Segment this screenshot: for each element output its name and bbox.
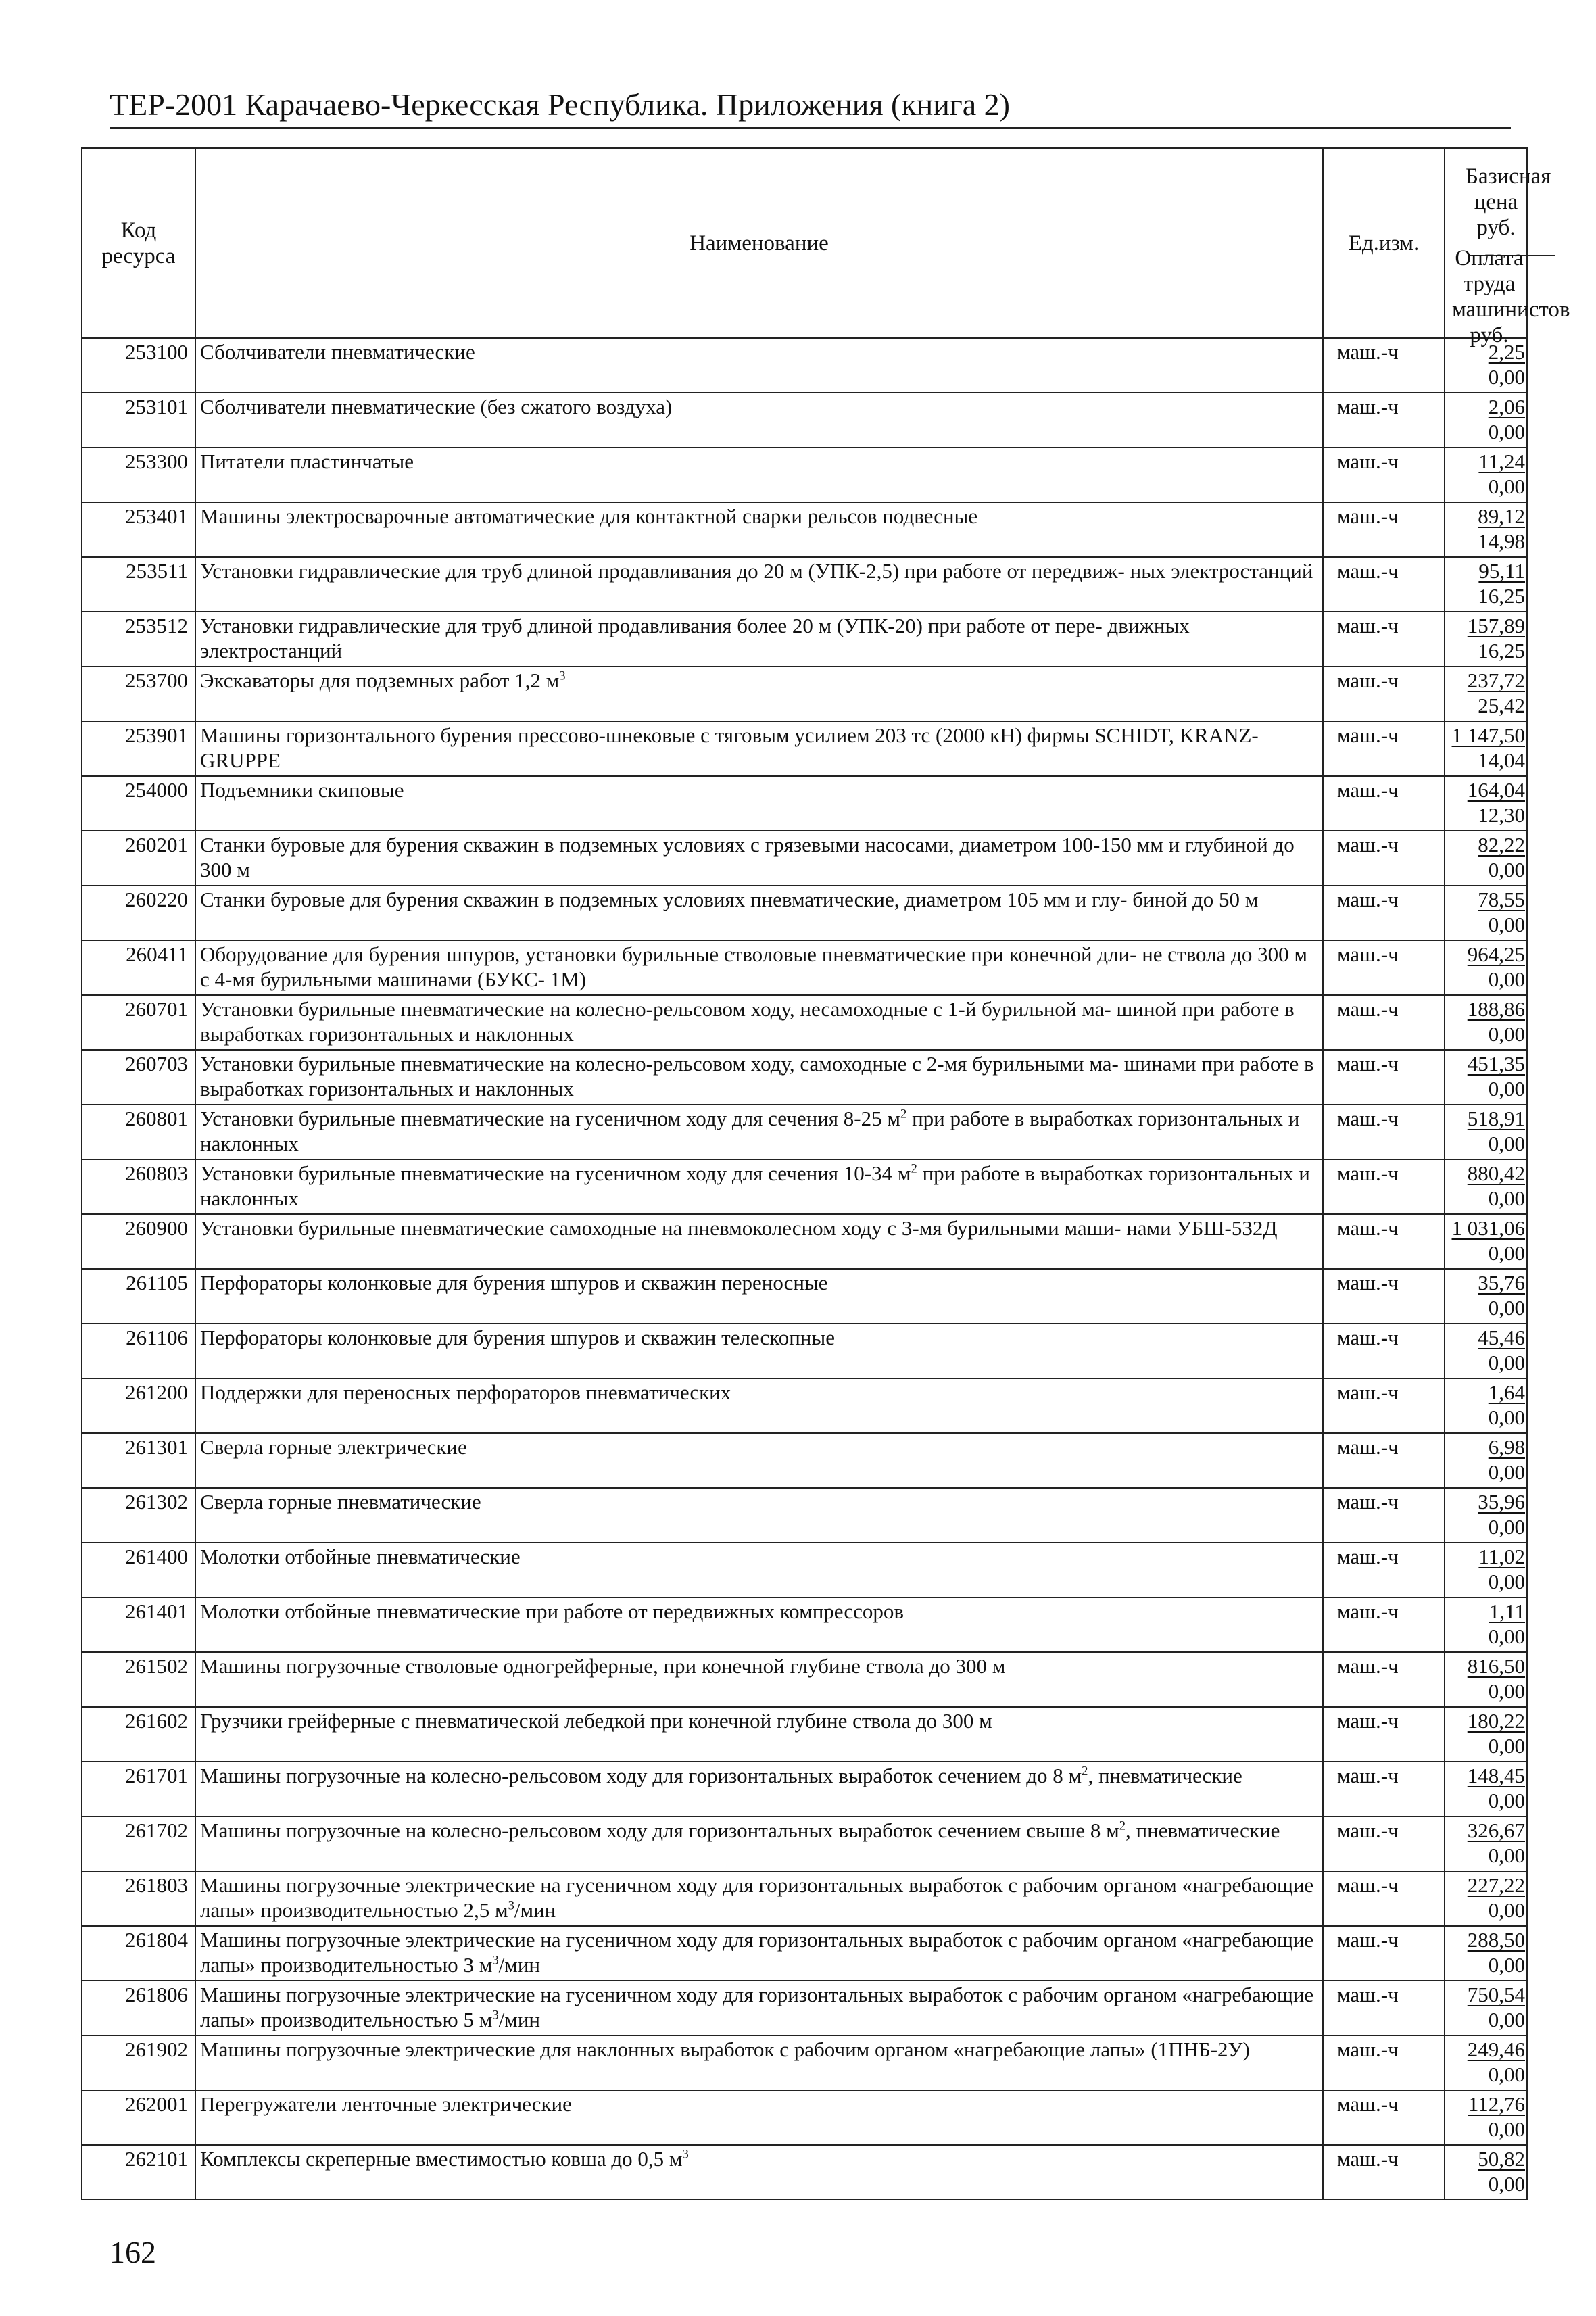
name-superscript: 3 (559, 669, 566, 683)
base-price: 180,22 (1467, 1709, 1525, 1733)
base-price: 188,86 (1467, 997, 1525, 1021)
name-text: Машины погрузочные электрические для наклонных выработок с рабочим органом «нагребающие лапы» (1ПНБ-2У) (200, 2037, 1250, 2061)
cell-price (1445, 1324, 1527, 1378)
name-text: Молотки отбойные пневматические при работе от передвижных компрессоров (200, 1599, 904, 1623)
name-superscript: 3 (508, 1898, 514, 1913)
table-row (82, 1433, 1527, 1488)
labor-price: 0,00 (1488, 1515, 1525, 1539)
cell-name (195, 831, 1323, 886)
table-row (82, 1105, 1527, 1159)
cell-unit: маш.-ч (1323, 886, 1445, 940)
cell-code: 260220 (82, 886, 195, 940)
cell-unit: маш.-ч (1323, 448, 1445, 502)
cell-unit: маш.-ч (1323, 1050, 1445, 1105)
name-text: Машины погрузочные электрические на гусеничном ходу для горизонтальных выработок с рабочим органом «нагребающие лапы» производительностью 3 м (200, 1928, 1314, 1977)
cell-price (1445, 667, 1527, 721)
cell-name (195, 776, 1323, 831)
cell-code: 260801 (82, 1105, 195, 1159)
cell-unit: маш.-ч (1323, 995, 1445, 1050)
cell-name (195, 502, 1323, 557)
table-row (82, 557, 1527, 612)
cell-price (1445, 2035, 1527, 2090)
table-row (82, 448, 1527, 502)
labor-price: 0,00 (1488, 2117, 1525, 2141)
base-price: 451,35 (1467, 1052, 1525, 1076)
cell-price (1445, 557, 1527, 612)
table-row (82, 1926, 1527, 1981)
labor-price: 0,00 (1488, 2062, 1525, 2086)
table-row (82, 1050, 1527, 1105)
labor-price: 0,00 (1488, 858, 1525, 882)
labor-price: 0,00 (1488, 475, 1525, 498)
labor-price: 0,00 (1488, 1022, 1525, 1046)
name-tail: , пневматические (1088, 1764, 1242, 1787)
cell-code: 261106 (82, 1324, 195, 1378)
page-number: 162 (110, 2235, 156, 2269)
base-price: 50,82 (1478, 2147, 1525, 2171)
cell-code: 261302 (82, 1488, 195, 1543)
name-text: Машины погрузочные электрические на гусеничном ходу для горизонтальных выработок с рабочим органом «нагребающие лапы» производительностью 5 м (200, 1983, 1314, 2031)
cell-code: 261803 (82, 1871, 195, 1926)
base-price: 78,55 (1478, 888, 1525, 911)
table-row (82, 721, 1527, 776)
cell-unit: маш.-ч (1323, 1707, 1445, 1762)
cell-name (195, 1324, 1323, 1378)
name-text: Установки бурильные пневматические самоходные на пневмоколесном ходу с 3-мя бурильными маши- нами УБШ-532Д (200, 1216, 1278, 1240)
cell-name (195, 1981, 1323, 2035)
name-text: Перфораторы колонковые для бурения шпуров и скважин переносные (200, 1271, 828, 1295)
cell-name (195, 1543, 1323, 1597)
name-text: Машины погрузочные стволовые одногрейферные, при конечной глубине ствола до 300 м (200, 1654, 1006, 1678)
page-header: ТЕР-2001 Карачаево-Черкесская Республика. Приложения (книга 2) (110, 87, 1011, 122)
labor-price: 0,00 (1488, 1296, 1525, 1320)
labor-price: 14,04 (1478, 748, 1525, 772)
labor-price: 0,00 (1488, 1843, 1525, 1867)
cell-name (195, 448, 1323, 502)
name-text: Грузчики грейферные с пневматической лебедкой при конечной глубине ствола до 300 м (200, 1709, 992, 1733)
cell-name (195, 612, 1323, 667)
name-text: Оборудование для бурения шпуров, установки бурильные стволовые пневматические при конечной дли- не ствола до 300 м с 4-мя бурильными машинами (БУКС- 1М) (200, 942, 1307, 991)
table-row (82, 667, 1527, 721)
name-tail: /мин (498, 1953, 541, 1977)
cell-name (195, 667, 1323, 721)
cell-price (1445, 612, 1527, 667)
name-text: Станки буровые для бурения скважин в подземных условиях с грязевыми насосами, диаметром 100-150 мм и глубиной до 300 м (200, 833, 1295, 882)
cell-unit: маш.-ч (1323, 2090, 1445, 2145)
cell-unit: маш.-ч (1323, 1816, 1445, 1871)
cell-code: 260701 (82, 995, 195, 1050)
cell-name (195, 1597, 1323, 1652)
table-row (82, 1378, 1527, 1433)
name-text: Перегружатели ленточные электрические (200, 2092, 572, 2116)
name-superscript: 3 (492, 1953, 499, 1968)
name-text: Поддержки для переносных перфораторов пневматических (200, 1380, 731, 1404)
cell-name (195, 1762, 1323, 1816)
base-price: 6,98 (1488, 1435, 1525, 1459)
table-row (82, 1816, 1527, 1871)
cell-code: 253700 (82, 667, 195, 721)
table-row (82, 1214, 1527, 1269)
header-price (1445, 148, 1570, 347)
name-superscript: 3 (682, 2147, 689, 2162)
name-text: Машины электросварочные автоматические для контактной сварки рельсов подвесные (200, 504, 978, 528)
cell-unit: маш.-ч (1323, 776, 1445, 831)
cell-unit: маш.-ч (1323, 502, 1445, 557)
labor-price: 0,00 (1488, 1405, 1525, 1429)
labor-price: 0,00 (1488, 2008, 1525, 2031)
cell-code: 254000 (82, 776, 195, 831)
base-price: 2,25 (1488, 340, 1525, 364)
name-text: Установки бурильные пневматические на колесно-рельсовом ходу, несамоходные с 1-й бурильной ма- шиной при работе в выработках горизонтальных и наклонных (200, 997, 1295, 1046)
cell-code: 253511 (82, 557, 195, 612)
cell-code: 261804 (82, 1926, 195, 1981)
cell-unit: маш.-ч (1323, 1652, 1445, 1707)
name-superscript: 3 (492, 2008, 499, 2023)
cell-price (1445, 886, 1527, 940)
cell-code: 261400 (82, 1543, 195, 1597)
base-price: 249,46 (1467, 2037, 1525, 2061)
labor-price: 0,00 (1488, 1460, 1525, 1484)
cell-unit: маш.-ч (1323, 1488, 1445, 1543)
base-price: 11,24 (1478, 450, 1525, 473)
cell-name (195, 1378, 1323, 1433)
table-row (82, 1652, 1527, 1707)
table-row (82, 2090, 1527, 2145)
cell-name (195, 1488, 1323, 1543)
name-tail: /мин (498, 2008, 541, 2031)
cell-unit: маш.-ч (1323, 612, 1445, 667)
cell-unit: маш.-ч (1323, 1597, 1445, 1652)
cell-code: 253101 (82, 393, 195, 448)
base-price: 1 031,06 (1451, 1216, 1525, 1240)
cell-name (195, 1050, 1323, 1105)
cell-price (1445, 1214, 1527, 1269)
cell-name (195, 338, 1323, 393)
base-price: 518,91 (1467, 1107, 1525, 1130)
cell-name (195, 995, 1323, 1050)
name-text: Перфораторы колонковые для бурения шпуров и скважин телескопные (200, 1326, 835, 1349)
cell-unit: маш.-ч (1323, 1105, 1445, 1159)
table-row (82, 2145, 1527, 2200)
cell-code: 253512 (82, 612, 195, 667)
labor-price: 16,25 (1478, 584, 1525, 608)
base-price: 227,22 (1467, 1873, 1525, 1897)
cell-price (1445, 940, 1527, 995)
cell-code: 261806 (82, 1981, 195, 2035)
base-price: 95,11 (1478, 559, 1525, 583)
cell-code: 260803 (82, 1159, 195, 1214)
cell-unit: маш.-ч (1323, 831, 1445, 886)
cell-unit: маш.-ч (1323, 393, 1445, 448)
cell-unit: маш.-ч (1323, 721, 1445, 776)
name-text: Машины погрузочные электрические на гусеничном ходу для горизонтальных выработок с рабочим органом «нагребающие лапы» производительностью 2,5 м (200, 1873, 1314, 1922)
cell-price (1445, 1378, 1527, 1433)
labor-price: 0,00 (1488, 1077, 1525, 1101)
base-price: 35,96 (1478, 1490, 1525, 1514)
base-price: 816,50 (1467, 1654, 1525, 1678)
cell-price (1445, 2090, 1527, 2145)
cell-code: 261902 (82, 2035, 195, 2090)
name-text: Установки бурильные пневматические на колесно-рельсовом ходу, самоходные с 2-мя бурильными ма- шинами при работе в выработках горизонтальных и наклонных (200, 1052, 1314, 1101)
base-price: 237,72 (1467, 669, 1525, 692)
base-price: 157,89 (1467, 614, 1525, 637)
cell-code: 261401 (82, 1597, 195, 1652)
cell-unit: маш.-ч (1323, 338, 1445, 393)
cell-code: 262101 (82, 2145, 195, 2200)
name-text: Молотки отбойные пневматические (200, 1545, 521, 1568)
cell-price (1445, 1652, 1527, 1707)
labor-price: 16,25 (1478, 639, 1525, 662)
cell-unit: маш.-ч (1323, 1926, 1445, 1981)
base-price: 35,76 (1478, 1271, 1525, 1295)
name-superscript: 2 (911, 1161, 917, 1176)
cell-code: 261502 (82, 1652, 195, 1707)
name-tail: при работе в выработках горизонтальных и наклонных (200, 1107, 1300, 1155)
cell-unit: маш.-ч (1323, 1433, 1445, 1488)
cell-unit: маш.-ч (1323, 1159, 1445, 1214)
cell-code: 261301 (82, 1433, 195, 1488)
cell-code: 261702 (82, 1816, 195, 1871)
base-price: 750,54 (1467, 1983, 1525, 2006)
base-price: 2,06 (1488, 395, 1525, 418)
cell-price (1445, 1050, 1527, 1105)
base-price: 1,64 (1488, 1380, 1525, 1404)
name-text: Машины погрузочные на колесно-рельсовом ходу для горизонтальных выработок сечением свыше 8 м (200, 1818, 1119, 1842)
base-price: 89,12 (1478, 504, 1525, 528)
name-text: Сболчиватели пневматические (200, 340, 475, 364)
cell-name (195, 1871, 1323, 1926)
base-price: 82,22 (1478, 833, 1525, 857)
name-text: Сболчиватели пневматические (без сжатого воздуха) (200, 395, 673, 418)
name-tail: , пневматические (1126, 1818, 1280, 1842)
header-code: Код ресурса (82, 148, 195, 338)
base-price: 164,04 (1467, 778, 1525, 802)
base-price: 880,42 (1467, 1161, 1525, 1185)
table-row (82, 995, 1527, 1050)
cell-price (1445, 1816, 1527, 1871)
cell-name (195, 1926, 1323, 1981)
cell-code: 260411 (82, 940, 195, 995)
table-row (82, 940, 1527, 995)
header-rule (110, 127, 1511, 129)
name-text: Машины погрузочные на колесно-рельсовом ходу для горизонтальных выработок сечением до 8 м (200, 1764, 1082, 1787)
base-price: 326,67 (1467, 1818, 1525, 1842)
table-row (82, 2035, 1527, 2090)
labor-price: 12,30 (1478, 803, 1525, 827)
cell-name (195, 886, 1323, 940)
table-row (82, 1707, 1527, 1762)
name-text: Экскаваторы для подземных работ 1,2 м (200, 669, 560, 692)
name-text: Установки бурильные пневматические на гусеничном ходу для сечения 10-34 м (200, 1161, 911, 1185)
cell-unit: маш.-ч (1323, 2145, 1445, 2200)
cell-code: 261701 (82, 1762, 195, 1816)
table-header-row (82, 148, 1527, 338)
cell-unit: маш.-ч (1323, 1871, 1445, 1926)
cell-code: 253401 (82, 502, 195, 557)
cell-name (195, 2035, 1323, 2090)
cell-price (1445, 2145, 1527, 2200)
cell-price (1445, 1762, 1527, 1816)
table-row (82, 1159, 1527, 1214)
cell-price (1445, 1597, 1527, 1652)
cell-name (195, 721, 1323, 776)
labor-price: 0,00 (1488, 1132, 1525, 1155)
cell-name (195, 1214, 1323, 1269)
cell-price (1445, 995, 1527, 1050)
labor-price: 0,00 (1488, 1679, 1525, 1703)
cell-name (195, 1159, 1323, 1214)
name-text: Сверла горные электрические (200, 1435, 467, 1459)
cell-code: 261602 (82, 1707, 195, 1762)
labor-price: 0,00 (1488, 420, 1525, 443)
name-text: Установки гидравлические для труб длиной продавливания более 20 м (УПК-20) при работе от пере- движных электростанций (200, 614, 1190, 662)
cell-code: 260201 (82, 831, 195, 886)
cell-price (1445, 1707, 1527, 1762)
name-text: Машины горизонтального бурения прессово-шнековые с тяговым усилием 203 тс (2000 кН) фирмы SCHIDT, KRANZ-GRUPPE (200, 723, 1259, 772)
table-row (82, 1324, 1527, 1378)
cell-name (195, 1816, 1323, 1871)
cell-price (1445, 1269, 1527, 1324)
cell-price (1445, 448, 1527, 502)
cell-price (1445, 1105, 1527, 1159)
cell-unit: маш.-ч (1323, 1324, 1445, 1378)
cell-unit: маш.-ч (1323, 1762, 1445, 1816)
cell-unit: маш.-ч (1323, 557, 1445, 612)
table-row (82, 393, 1527, 448)
name-superscript: 2 (1082, 1764, 1088, 1779)
cell-price (1445, 776, 1527, 831)
table-row (82, 1762, 1527, 1816)
header-name: Наименование (195, 148, 1323, 338)
table-row (82, 831, 1527, 886)
cell-unit: маш.-ч (1323, 940, 1445, 995)
name-text: Установки бурильные пневматические на гусеничном ходу для сечения 8-25 м (200, 1107, 901, 1130)
table-row (82, 338, 1527, 393)
name-text: Комплексы скреперные вместимостью ковша до 0,5 м (200, 2147, 683, 2171)
base-price: 288,50 (1467, 1928, 1525, 1952)
cell-name (195, 393, 1323, 448)
labor-price: 0,00 (1488, 1898, 1525, 1922)
cell-code: 261105 (82, 1269, 195, 1324)
cell-price (1445, 1981, 1527, 2035)
cell-name (195, 1105, 1323, 1159)
cell-name (195, 1269, 1323, 1324)
base-price: 11,02 (1478, 1545, 1525, 1568)
name-text: Питатели пластинчатые (200, 450, 414, 473)
labor-price: 14,98 (1478, 529, 1525, 553)
table-row (82, 886, 1527, 940)
cell-name (195, 1707, 1323, 1762)
cell-price (1445, 502, 1527, 557)
name-superscript: 2 (1119, 1818, 1126, 1833)
labor-price: 0,00 (1488, 1186, 1525, 1210)
cell-unit: маш.-ч (1323, 1378, 1445, 1433)
table-row (82, 612, 1527, 667)
cell-code: 260900 (82, 1214, 195, 1269)
labor-price: 0,00 (1488, 1351, 1525, 1374)
cell-price (1445, 721, 1527, 776)
labor-price: 0,00 (1488, 1570, 1525, 1593)
table-row (82, 1981, 1527, 2035)
header-price-labor: Оплата труда машинистов руб. (1452, 246, 1570, 347)
cell-code: 261200 (82, 1378, 195, 1433)
name-superscript: 2 (900, 1107, 907, 1121)
name-text: Подъемники скиповые (200, 778, 404, 802)
cell-price (1445, 1159, 1527, 1214)
table-row (82, 1488, 1527, 1543)
labor-price: 0,00 (1488, 1953, 1525, 1977)
cell-price (1445, 1433, 1527, 1488)
cell-name (195, 2090, 1323, 2145)
name-tail: /мин (514, 1898, 556, 1922)
cell-price (1445, 1926, 1527, 1981)
labor-price: 0,00 (1488, 913, 1525, 936)
labor-price: 0,00 (1488, 365, 1525, 389)
cell-name (195, 1433, 1323, 1488)
cell-code: 253300 (82, 448, 195, 502)
base-price: 964,25 (1467, 942, 1525, 966)
cell-price (1445, 1871, 1527, 1926)
cell-code: 253100 (82, 338, 195, 393)
labor-price: 0,00 (1488, 1241, 1525, 1265)
cell-name (195, 940, 1323, 995)
table-row (82, 1871, 1527, 1926)
cell-price (1445, 393, 1527, 448)
name-tail: при работе в выработках горизонтальных и наклонных (200, 1161, 1310, 1210)
name-text: Сверла горные пневматические (200, 1490, 481, 1514)
table-row (82, 1269, 1527, 1324)
cell-price (1445, 1543, 1527, 1597)
cell-unit: маш.-ч (1323, 1981, 1445, 2035)
header-unit: Ед.изм. (1323, 148, 1445, 338)
table-body (82, 338, 1527, 2200)
resource-table (81, 147, 1570, 2200)
labor-price: 0,00 (1488, 1789, 1525, 1812)
cell-price (1445, 1488, 1527, 1543)
cell-code: 262001 (82, 2090, 195, 2145)
base-price: 112,76 (1468, 2092, 1525, 2116)
labor-price: 0,00 (1488, 1624, 1525, 1648)
name-text: Установки гидравлические для труб длиной продавливания до 20 м (УПК-2,5) при работе от передвиж- ных электростанций (200, 559, 1313, 583)
base-price: 45,46 (1478, 1326, 1525, 1349)
table-row (82, 1543, 1527, 1597)
labor-price: 0,00 (1488, 1734, 1525, 1758)
cell-code: 253901 (82, 721, 195, 776)
labor-price: 0,00 (1488, 967, 1525, 991)
name-text: Станки буровые для бурения скважин в подземных условиях пневматические, диаметром 105 мм и глу- биной до 50 м (200, 888, 1259, 911)
labor-price: 0,00 (1488, 2172, 1525, 2196)
cell-unit: маш.-ч (1323, 1214, 1445, 1269)
cell-name (195, 1652, 1323, 1707)
header-price-base: Базисная цена руб. (1466, 164, 1551, 240)
cell-name (195, 2145, 1323, 2200)
base-price: 148,45 (1467, 1764, 1525, 1787)
table-row (82, 1597, 1527, 1652)
cell-unit: маш.-ч (1323, 1543, 1445, 1597)
table-row (82, 502, 1527, 557)
cell-name (195, 557, 1323, 612)
cell-unit: маш.-ч (1323, 2035, 1445, 2090)
base-price: 1 147,50 (1451, 723, 1525, 747)
cell-code: 260703 (82, 1050, 195, 1105)
table-row (82, 776, 1527, 831)
base-price: 1,11 (1489, 1599, 1525, 1623)
labor-price: 25,42 (1478, 694, 1525, 717)
cell-unit: маш.-ч (1323, 1269, 1445, 1324)
cell-price (1445, 831, 1527, 886)
cell-unit: маш.-ч (1323, 667, 1445, 721)
